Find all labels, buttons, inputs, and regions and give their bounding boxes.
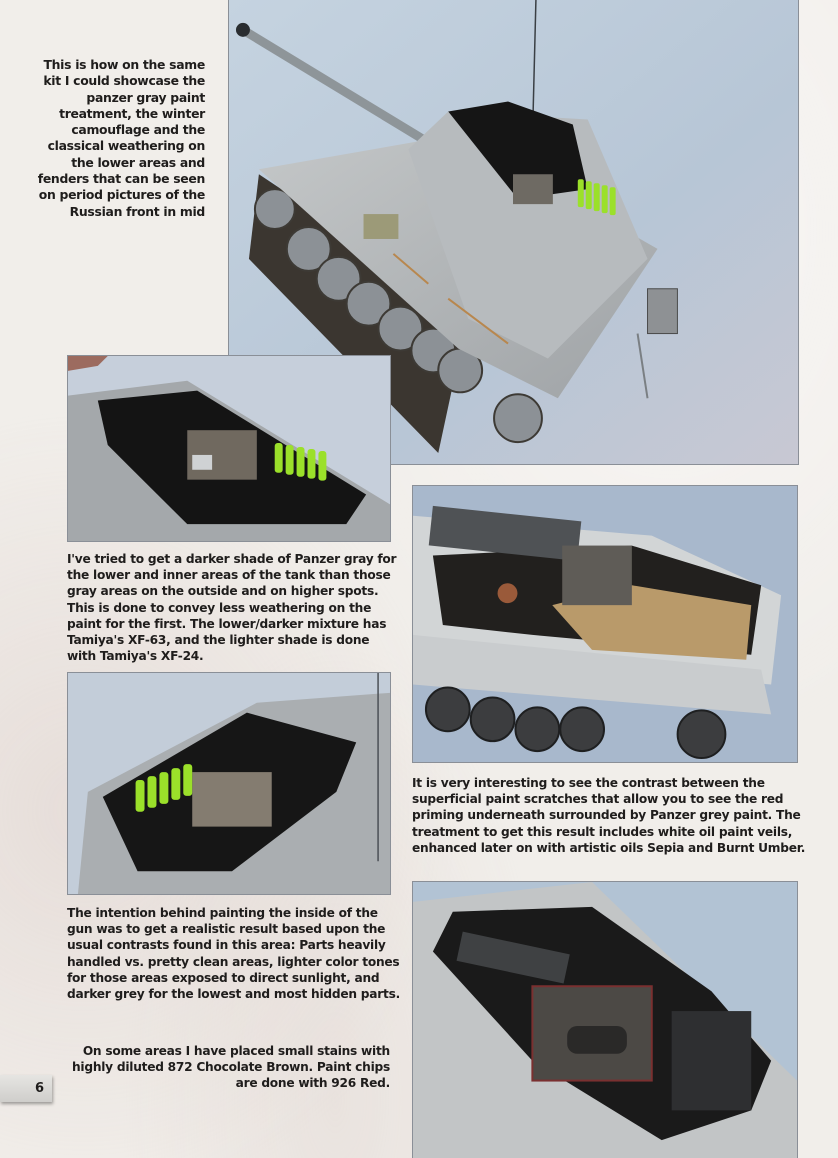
caption-panzer-gray: I've tried to get a darker shade of Panzer gray for the lower and inner areas of the tank than those gray areas on the outside and on higher spots. This is done to convey less weathering on the paint for the first. The lower/darker mixture has Tamiya's XF-63, and the lighter shade is done with Tamiya's XF-24.	[67, 552, 397, 664]
caption-intro: This is how on the same kit I could showcase the panzer gray paint treatment, the winter camouflage and the classical weathering on the lower areas and fenders that can be seen on period pictures of the Russian front in mid	[37, 57, 205, 219]
caption-stains: On some areas I have placed small stains with highly diluted 872 Chocolate Brown. Paint chips are done with 926 Red.	[72, 1044, 390, 1091]
caption-scratches: It is very interesting to see the contrast between the superficial paint scratches that allow you to see the red priming underneath surrounded by Panzer grey paint. The treatment to get this result includes white oil paint veils, enhanced later on with artistic oils Sepia and Burnt Umber.	[412, 776, 806, 855]
compartment-angle-image	[68, 673, 390, 894]
photo-chassis-interior	[412, 485, 798, 763]
photo-breech-closeup	[412, 881, 798, 1158]
chassis-interior-image	[413, 486, 797, 762]
page-number-tab	[0, 1075, 52, 1102]
caption-interior: The intention behind painting the inside of the gun was to get a realistic result based upon the usual contrasts found in this area: Parts heavily handled vs. pretty clean areas, lighter color tones for those areas exposed to direct sunlight, and darker grey for the lowest and most hidden parts.	[67, 906, 400, 1002]
compartment-detail-image	[68, 356, 390, 541]
photo-compartment-detail-2	[67, 672, 391, 895]
page-number: 6	[34, 1081, 44, 1096]
breech-closeup-image	[413, 882, 797, 1158]
photo-compartment-detail-1	[67, 355, 391, 542]
